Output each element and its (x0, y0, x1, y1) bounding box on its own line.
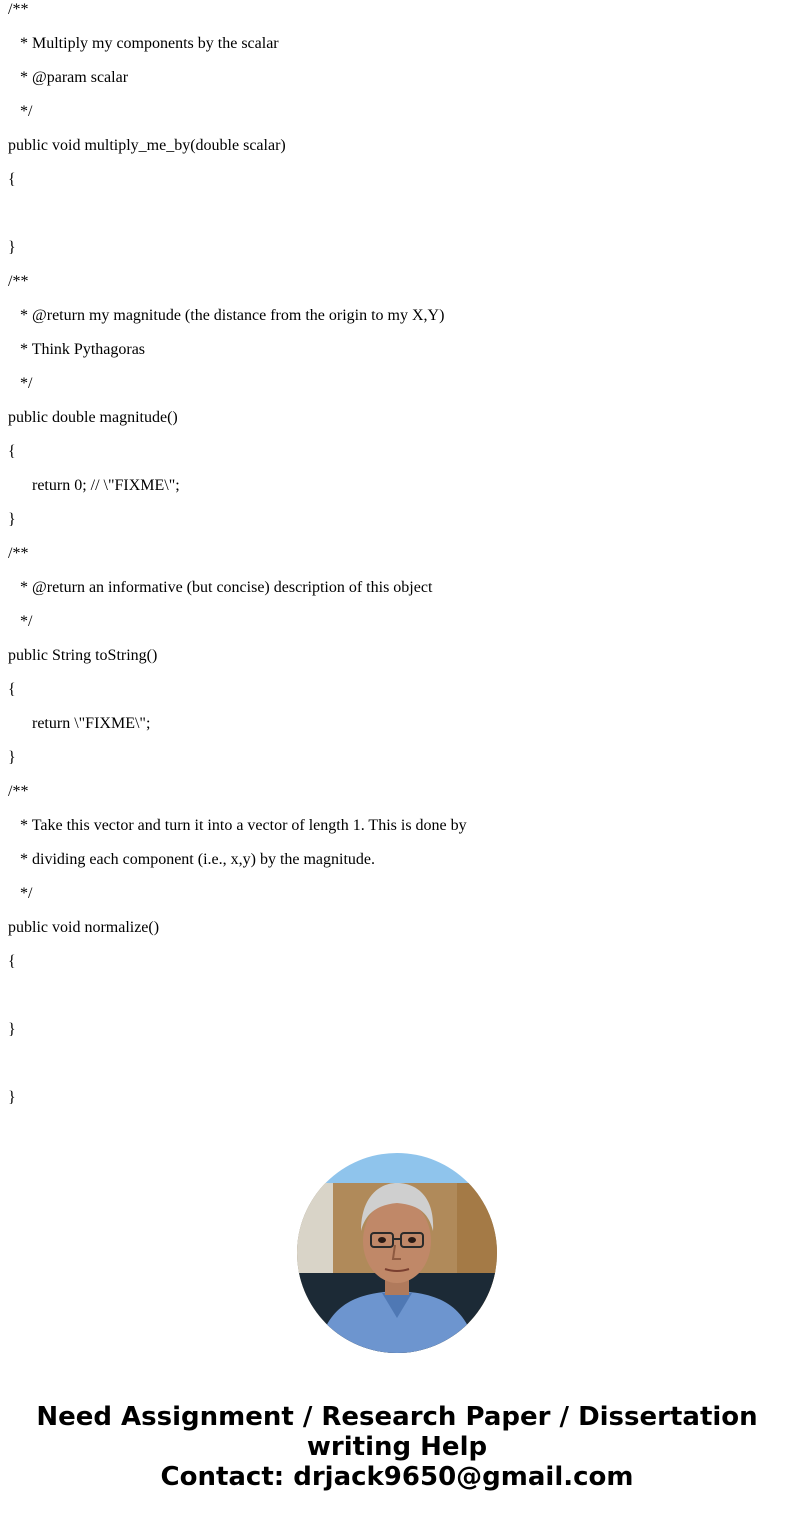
code-line: * @return my magnitude (the distance from the origin to my X,Y) (8, 307, 445, 324)
code-line: } (8, 749, 16, 766)
code-line: */ (8, 885, 33, 902)
code-line: /** (8, 1, 29, 18)
code-line: } (8, 511, 16, 528)
promo-subheadline: writing Help (306, 1432, 488, 1462)
code-line: } (8, 239, 16, 256)
code-line: { (8, 443, 16, 460)
code-line: * Think Pythagoras (8, 341, 146, 358)
code-line: /** (8, 273, 29, 290)
code-line: public String toString() (8, 647, 158, 664)
code-line: { (8, 681, 16, 698)
promo-banner (0, 1402, 794, 1492)
code-line: /** (8, 783, 29, 800)
code-line: public double magnitude() (8, 409, 178, 426)
author-avatar (297, 1153, 497, 1353)
promo-contact: Contact: drjack9650@gmail.com (160, 1462, 634, 1492)
code-line: } (8, 1089, 16, 1106)
code-line: public void multiply_me_by(double scalar) (8, 137, 286, 154)
code-line: * Multiply my components by the scalar (8, 35, 279, 52)
code-line: { (8, 171, 16, 188)
code-line: return \"FIXME\"; (8, 715, 151, 732)
code-line: * @param scalar (8, 69, 129, 86)
code-line: { (8, 953, 16, 970)
code-line: * @return an informative (but concise) description of this object (8, 579, 433, 596)
code-line: */ (8, 613, 33, 630)
code-line: /** (8, 545, 29, 562)
code-line: * Take this vector and turn it into a vector of length 1. This is done by (8, 817, 467, 834)
avatar-portrait-icon (297, 1153, 497, 1353)
code-line: } (8, 1021, 16, 1038)
code-line: return 0; // \"FIXME\"; (8, 477, 180, 494)
code-line: */ (8, 375, 33, 392)
code-line: */ (8, 103, 33, 120)
promo-headline: Need Assignment / Research Paper / Dissertation (36, 1402, 758, 1432)
code-line: * dividing each component (i.e., x,y) by the magnitude. (8, 851, 376, 868)
code-line: public void normalize() (8, 919, 160, 936)
